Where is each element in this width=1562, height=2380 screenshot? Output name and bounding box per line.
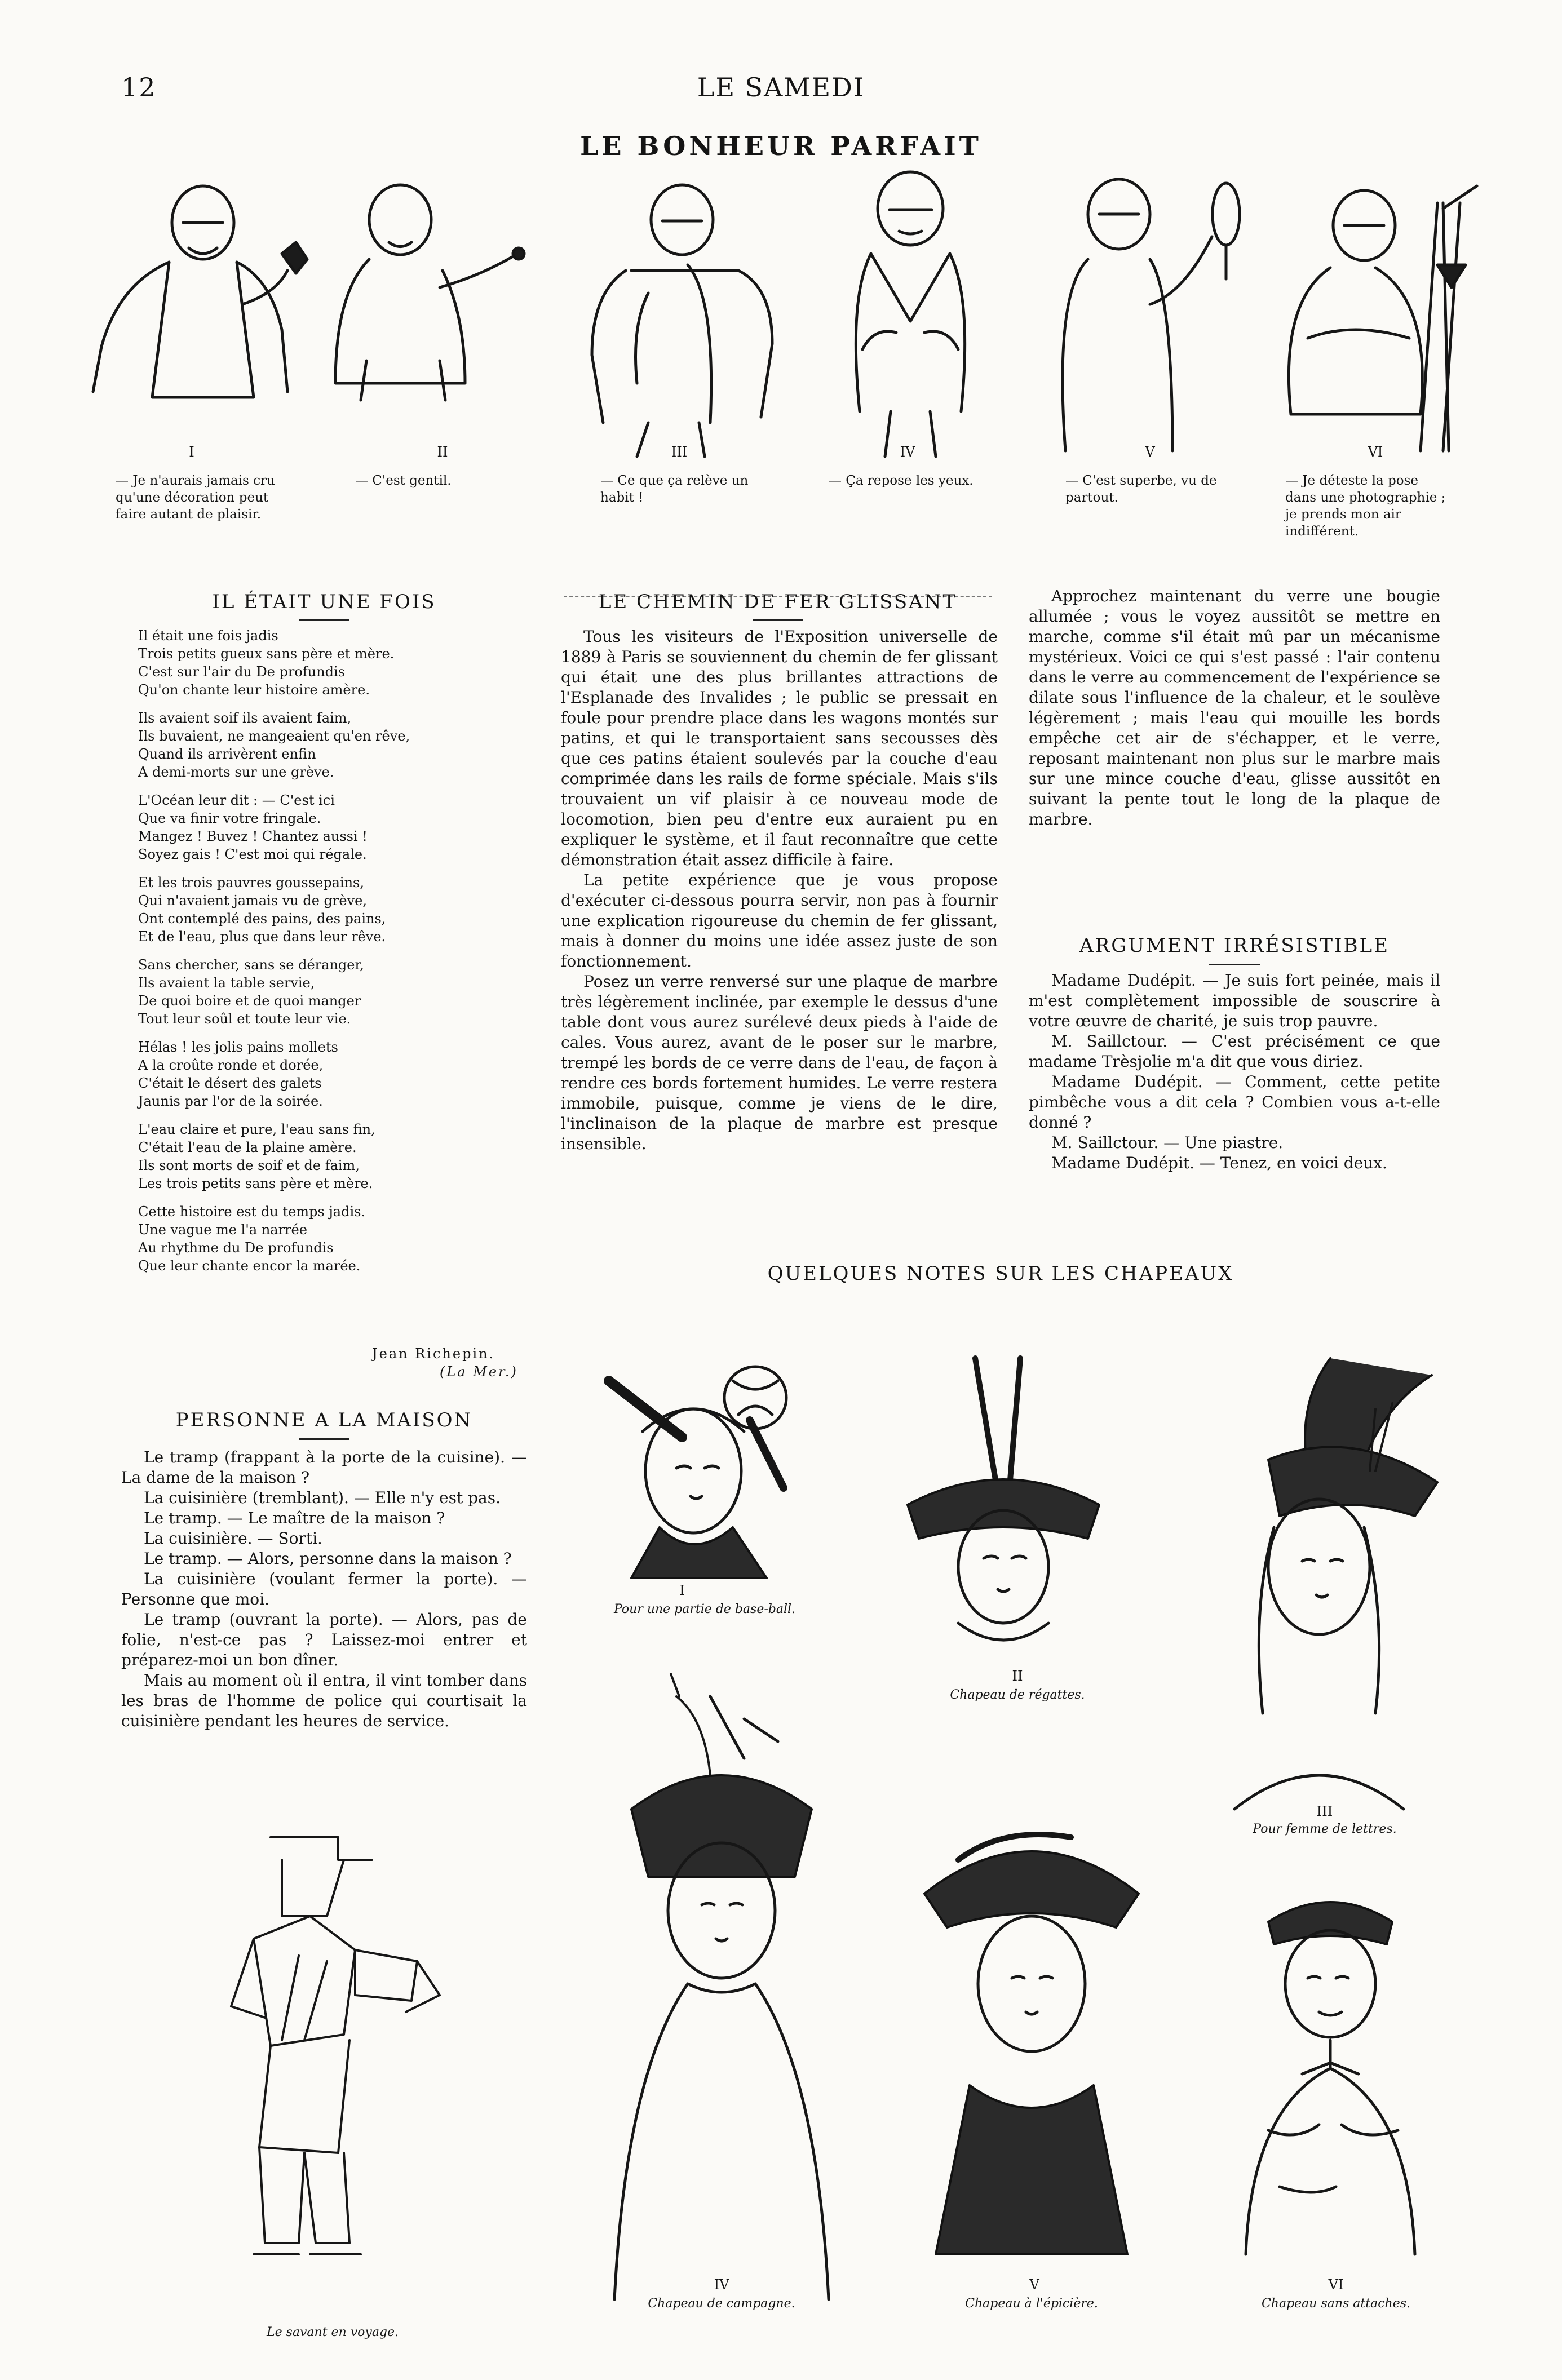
hat-illustration-2	[891, 1358, 1116, 1651]
dialogue-line: La cuisinière. — Sorti.	[144, 1529, 322, 1548]
chapeaux-title: QUELQUES NOTES SUR LES CHAPEAUX	[767, 1262, 1234, 1285]
strip-figures	[0, 169, 1562, 462]
poem-stanza	[138, 956, 527, 1028]
poem-source: (La Mer.)	[440, 1364, 518, 1380]
argument-line: Madame Dudépit. — Je suis fort peinée, mais il m'est complètement impossible de souscrire à votre œuvre de charité, je suis trop pauvre.	[1029, 971, 1440, 1030]
poem-stanza	[138, 709, 527, 781]
poem-line: Jaunis par l'or de la soirée.	[138, 1093, 323, 1109]
poem-author: Jean Richepin.	[372, 1346, 495, 1362]
poem-title: IL ÉTAIT UNE FOIS	[212, 591, 436, 613]
savant-figure	[214, 1815, 451, 2311]
strip-caption-1: — Je n'aurais jamais cru qu'une décoration peut faire autant de plaisir.	[116, 473, 275, 522]
chemin-paragraph: Tous les visiteurs de l'Exposition universelle de 1889 à Paris se souviennent du chemin de fer glissant qui était une des plus brillantes attractions de l'Esplanade des Invalides ; le public se pressait en foule pour prendre place dans les wagons montés sur patins, et qui le transportaient sans secousses dès que ces patins étaient soulevés par la couche d'eau comprimée dans les rails de forme spéciale. Mais s'ils trouvaient un vif plaisir à ce nouveau mode de locomotion, bien peu d'entre eux auraient pu en expliquer le système, et il faut reconnaître que cette démonstration était assez difficile à faire.	[561, 627, 998, 869]
hat-caption-5: Chapeau à l'épicière.	[965, 2297, 1098, 2311]
poem-line: Et de l'eau, plus que dans leur rêve.	[138, 929, 386, 945]
poem-body	[138, 627, 527, 1285]
strip-panel-5-figure	[1063, 179, 1240, 451]
chemin-paragraph: Posez un verre renversé sur une plaque de marbre très légèrement inclinée, par exemple le dessus d'une table dont vous aurez surélevé deux pieds à l'aide de cales. Vous aurez, avant de le poser sur le marbre, trempé les bords de ce verre dans de l'eau, de façon à rendre ces bords fortement humides. Le verre restera immobile, puisque, comme je viens de le dire, l'inclinaison de la plaque de marbre est presque insensible.	[561, 972, 998, 1153]
strip-caption-2: — C'est gentil.	[355, 473, 452, 488]
poem-line: Au rhythme du De profundis	[138, 1240, 334, 1256]
strip-caption-3: — Ce que ça relève un habit !	[600, 473, 749, 505]
poem-line: C'était le désert des galets	[138, 1075, 322, 1091]
poem-line: L'Océan leur dit : — C'est ici	[138, 792, 335, 808]
poem-stanza	[138, 1120, 527, 1193]
poem-line: Tout leur soûl et toute leur vie.	[138, 1011, 351, 1027]
strip-caption-5: — C'est superbe, vu de partout.	[1065, 473, 1217, 505]
personne-body	[121, 1447, 527, 1731]
hat-caption-3: Pour femme de lettres.	[1253, 1822, 1397, 1836]
poem-line: Ils avaient soif ils avaient faim,	[138, 710, 352, 726]
argument-line: Madame Dudépit. — Tenez, en voici deux.	[1051, 1154, 1387, 1172]
poem-title-rule	[299, 619, 349, 621]
strip-numeral-1: I	[189, 444, 194, 460]
hat-illustration-1	[575, 1347, 834, 1589]
argument-line: M. Saillctour. — C'est précisément ce que madame Trèsjolie m'a dit que vous diriez.	[1029, 1032, 1440, 1071]
poem-stanza	[138, 791, 527, 863]
journal-title: LE SAMEDI	[697, 72, 865, 103]
dialogue-line: Le tramp. — Le maître de la maison ?	[144, 1509, 445, 1527]
strip-panel-4-figure	[856, 172, 964, 457]
poem-line: Ils avaient la table servie,	[138, 975, 315, 991]
strip-numeral-5: V	[1145, 444, 1155, 460]
poem-line: Qui n'avaient jamais vu de grève,	[138, 893, 367, 908]
argument-title: ARGUMENT IRRÉSISTIBLE	[1079, 934, 1390, 957]
chemin-body-col3	[1029, 586, 1440, 830]
poem-line: Une vague me l'a narrée	[138, 1222, 307, 1238]
hat-numeral-4: IV	[714, 2277, 729, 2293]
poem-line: Ils buvaient, ne mangeaient qu'en rêve,	[138, 728, 410, 744]
dialogue-line: Le tramp (frappant à la porte de la cuisine). — La dame de la maison ?	[121, 1448, 527, 1487]
poem-line: C'était l'eau de la plaine amère.	[138, 1140, 357, 1155]
hat-illustration-3	[1189, 1347, 1449, 1826]
strip-numeral-3: III	[671, 444, 688, 460]
personne-title-rule	[299, 1438, 349, 1440]
hat-caption-6: Chapeau sans attaches.	[1261, 2297, 1411, 2311]
poem-line: Quand ils arrivèrent enfin	[138, 746, 316, 762]
poem-line: C'est sur l'air du De profundis	[138, 664, 345, 680]
savant-caption: Le savant en voyage.	[266, 2325, 399, 2339]
hat-illustration-6	[1223, 1860, 1449, 2266]
hat-numeral-5: V	[1029, 2277, 1039, 2293]
dialogue-line: La cuisinière (tremblant). — Elle n'y est pas.	[144, 1488, 501, 1507]
strip-panel-3-figure	[592, 185, 772, 457]
personne-title: PERSONNE A LA MAISON	[175, 1409, 473, 1431]
argument-title-rule	[1209, 964, 1260, 965]
poem-line: Qu'on chante leur histoire amère.	[138, 682, 370, 698]
strip-panel-6-figure	[1289, 186, 1477, 451]
poem-line: De quoi boire et de quoi manger	[138, 993, 361, 1009]
poem-line: Ont contemplé des pains, des pains,	[138, 911, 386, 927]
chemin-body-col2	[561, 627, 998, 1154]
hat-numeral-6: VI	[1328, 2277, 1344, 2293]
poem-stanza	[138, 874, 527, 946]
page-number: 12	[121, 72, 157, 103]
argument-line: Madame Dudépit. — Comment, cette petite pimbêche vous a dit cela ? Combien vous a-t-elle donné ?	[1029, 1072, 1440, 1132]
strip-numeral-4: IV	[900, 444, 915, 460]
chemin-title-rule	[753, 619, 803, 621]
poem-stanza	[138, 627, 527, 699]
hat-numeral-3: III	[1316, 1803, 1333, 1819]
strip-caption-4: — Ça repose les yeux.	[829, 473, 974, 488]
strip-title: LE BONHEUR PARFAIT	[580, 131, 982, 161]
hat-caption-4: Chapeau de campagne.	[648, 2297, 795, 2311]
poem-line: A la croûte ronde et dorée,	[138, 1057, 324, 1073]
poem-line: Sans chercher, sans se déranger,	[138, 957, 364, 973]
poem-line: Que va finir votre fringale.	[138, 810, 321, 826]
argument-line: M. Saillctour. — Une piastre.	[1051, 1133, 1284, 1152]
dialogue-line: Mais au moment où il entra, il vint tomber dans les bras de l'homme de police qui courtisait la cuisinière pendant les heures de service.	[121, 1671, 527, 1730]
poem-line: A demi-morts sur une grève.	[138, 764, 334, 780]
hat-numeral-2: II	[1012, 1668, 1023, 1684]
strip-numeral-2: II	[437, 444, 448, 460]
poem-line: Les trois petits sans père et mère.	[138, 1176, 373, 1191]
dialogue-line: La cuisinière (voulant fermer la porte). — Personne que moi.	[121, 1570, 527, 1608]
dialogue-line: Le tramp. — Alors, personne dans la maison ?	[144, 1549, 512, 1568]
argument-body	[1029, 970, 1440, 1173]
chemin-paragraph: Approchez maintenant du verre une bougie allumée ; vous le voyez aussitôt se mettre en marche, comme s'il était mû par un mécanisme mystérieux. Voici ce qui s'est passé : l'air contenu dans le verre au commencement de l'expérience se dilate sous l'influence de la chaleur, et le soulève légèrement ; mais l'eau qui mouille les bords empêche cet air de s'échapper, et le verre, reposant maintenant non plus sur le marbre mais sur une mince couche d'eau, glisse aussitôt en suivant la pente tout le long de la plaque de marbre.	[1029, 587, 1440, 828]
poem-line: L'eau claire et pure, l'eau sans fin,	[138, 1122, 375, 1137]
poem-line: Soyez gais ! C'est moi qui régale.	[138, 846, 367, 862]
chemin-title: LE CHEMIN DE FER GLISSANT	[598, 591, 958, 613]
strip-panel-1-figure	[93, 186, 307, 397]
poem-line: Et les trois pauvres goussepains,	[138, 875, 364, 890]
poem-line: Hélas ! les jolis pains mollets	[138, 1039, 338, 1055]
dialogue-line: Le tramp (ouvrant la porte). — Alors, pas de folie, n'est-ce pas ? Laissez-moi entrer et préparez-moi un bon dîner.	[121, 1610, 527, 1669]
strip-numeral-6: VI	[1368, 444, 1383, 460]
poem-line: Trois petits gueux sans père et mère.	[138, 646, 395, 662]
hat-caption-2: Chapeau de régattes.	[950, 1688, 1085, 1702]
hat-caption-1: Pour une partie de base-ball.	[613, 1602, 796, 1616]
hat-illustration-5	[891, 1792, 1172, 2271]
poem-line: Il était une fois jadis	[138, 628, 278, 644]
chemin-paragraph: La petite expérience que je vous propose d'exécuter ci-dessous pourra servir, non pas à fournir une explication rigoureuse du chemin de fer glissant, mais à donner du moins une idée assez juste de son fonctionnement.	[561, 871, 998, 970]
poem-line: Mangez ! Buvez ! Chantez aussi !	[138, 828, 368, 844]
strip-panel-2-figure	[335, 185, 524, 400]
poem-line: Cette histoire est du temps jadis.	[138, 1204, 366, 1220]
poem-stanza	[138, 1038, 527, 1110]
poem-line: Que leur chante encor la marée.	[138, 1258, 361, 1274]
hat-illustration-4	[581, 1663, 862, 2305]
hat-numeral-1: I	[679, 1583, 685, 1598]
strip-caption-6: — Je déteste la pose dans une photographie ; je prends mon air indifférent.	[1285, 473, 1446, 539]
poem-stanza	[138, 1203, 527, 1275]
poem-line: Ils sont morts de soif et de faim,	[138, 1158, 360, 1173]
